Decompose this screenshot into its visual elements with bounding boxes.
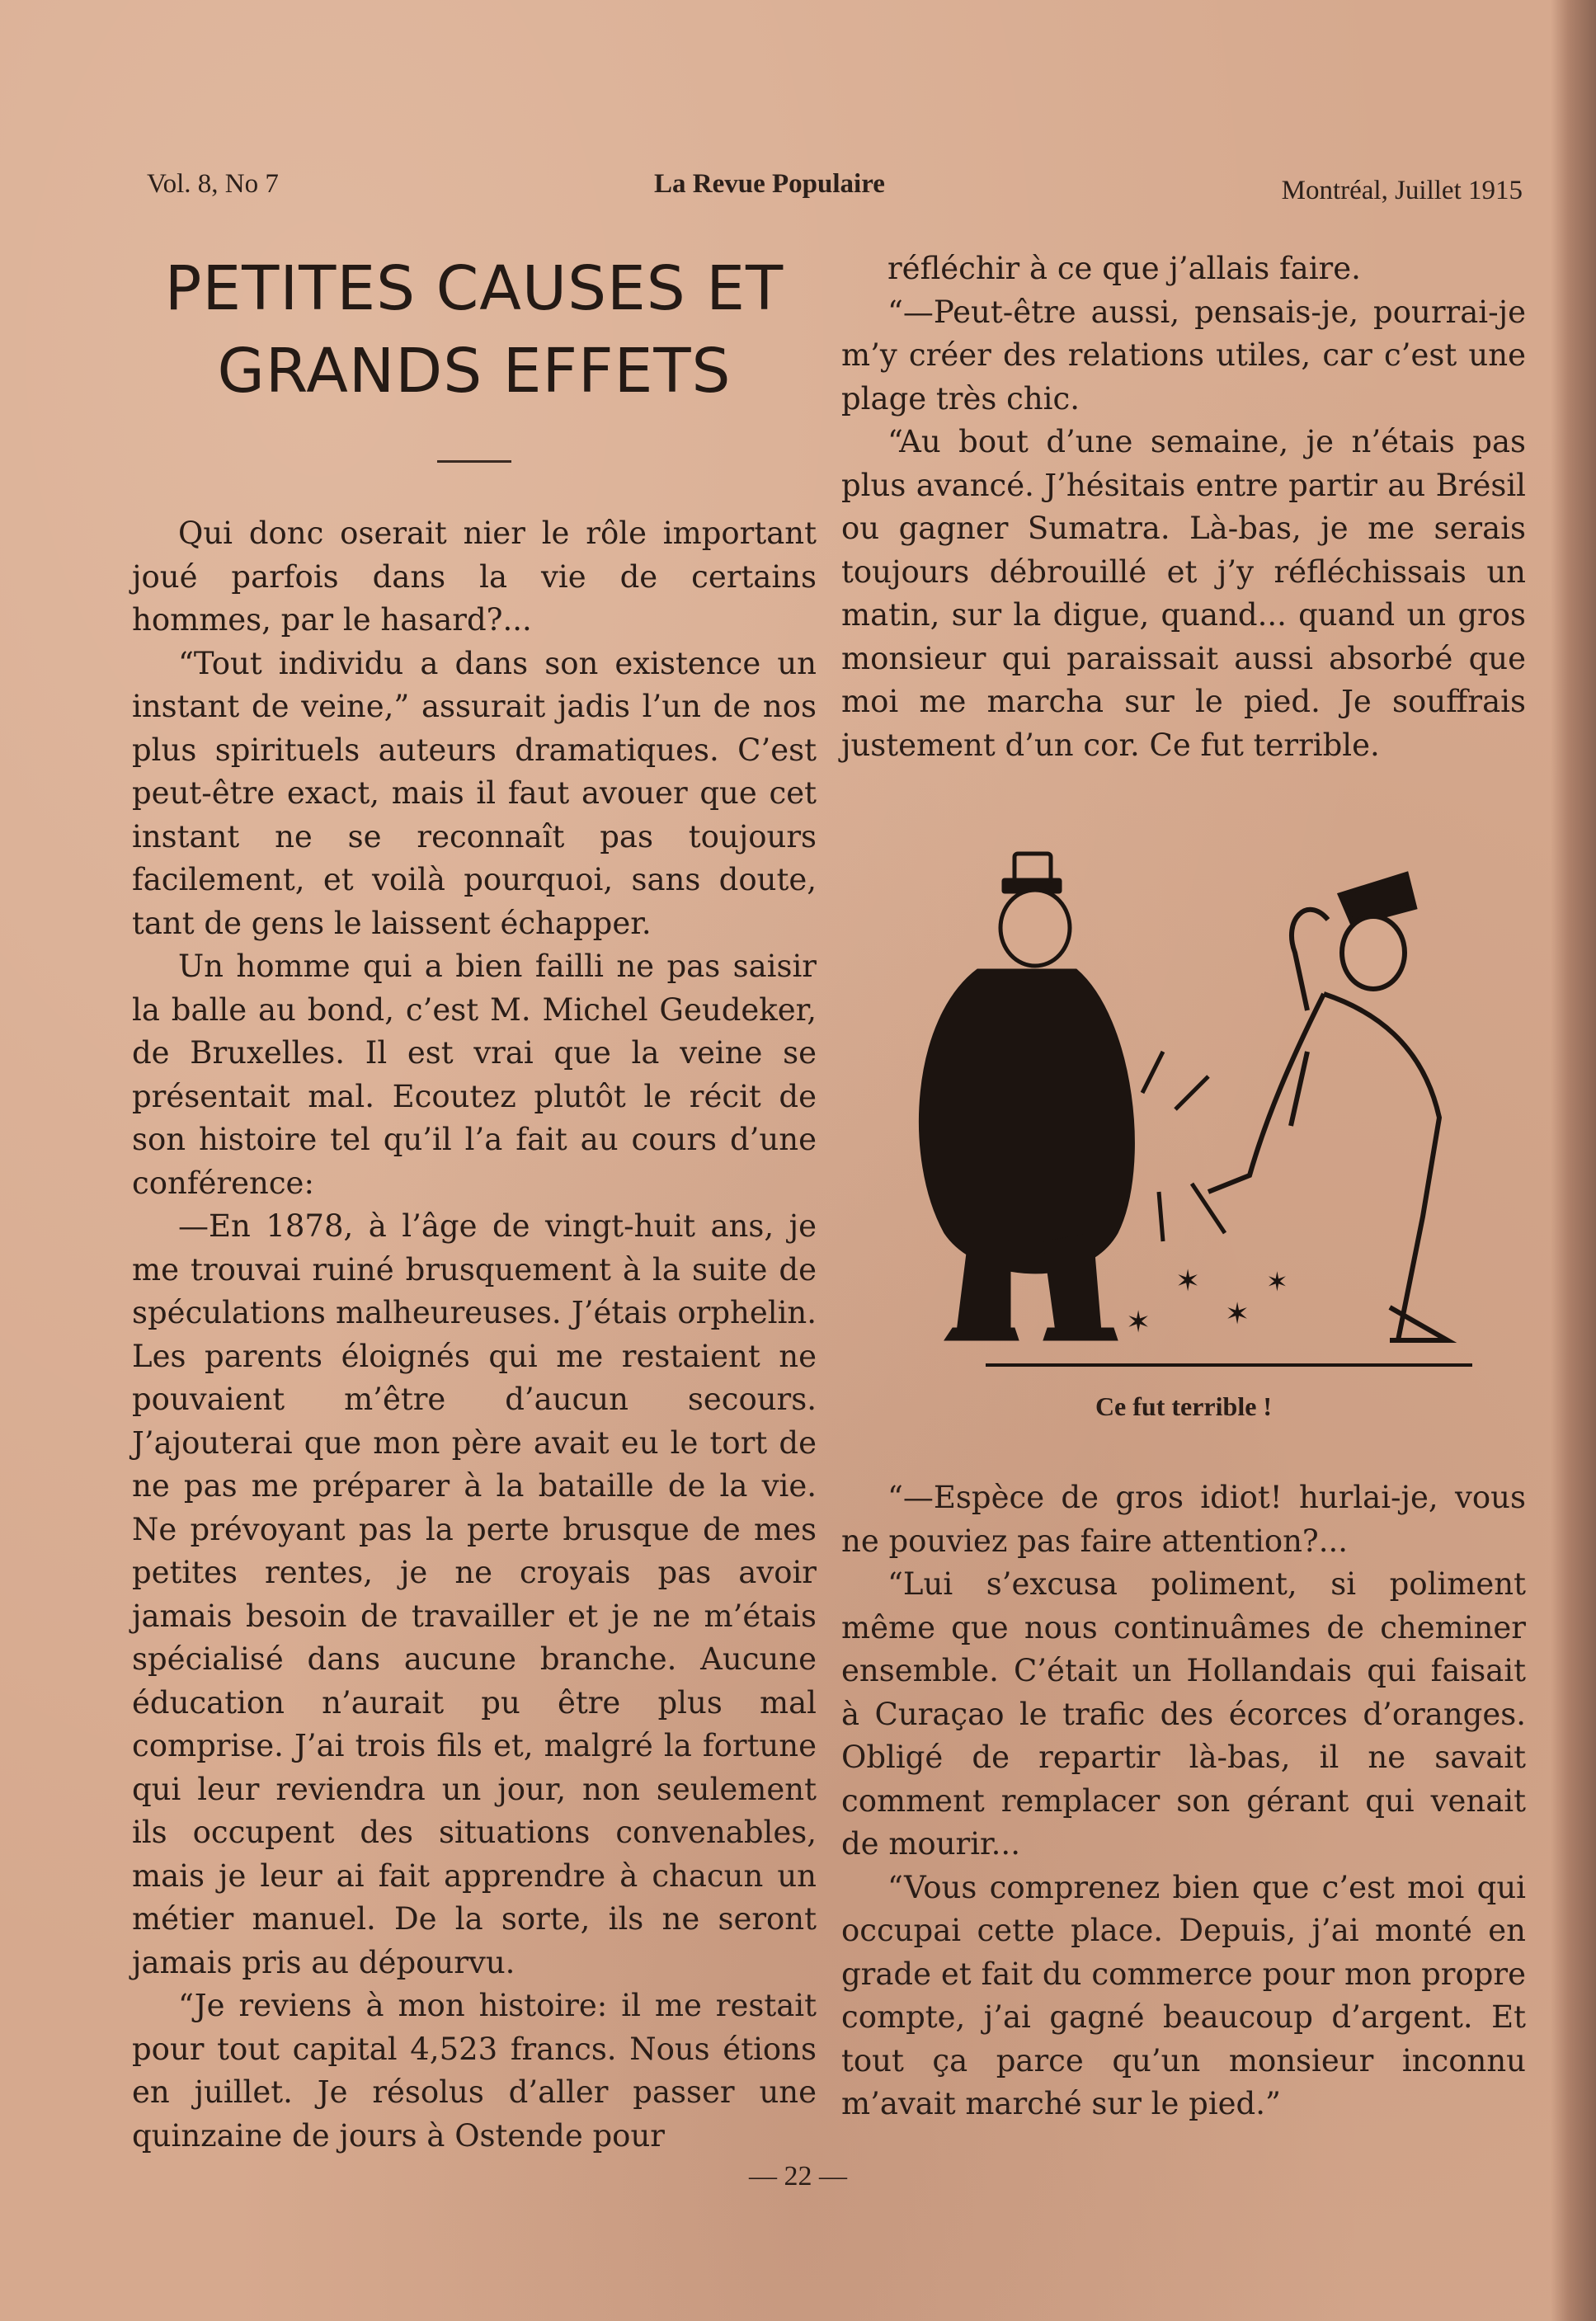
page-number: — 22 — [749,2161,847,2192]
title-line-2: GRANDS EFFETS [217,336,732,407]
left-column [132,247,817,2158]
paragraph: “Lui s’excusa poliment, si poliment même que nous continuâmes de cheminer ensemble. C’était un Hollandais qui faisait à Curaçao le trafic des écorces d’oranges. Obligé de repartir là-bas, il ne savait comment remplacer son gérant qui venait de mourir... [841,1566,1526,1862]
svg-text:✶: ✶ [1266,1266,1288,1297]
paragraph: Un homme qui a bien failli ne pas saisir la balle au bond, c’est M. Michel Geudeker, de Bruxelles. Il est vrai que la veine se présentait mal. Ecoutez plutôt le récit de son histoire tel qu’il l’a fait au cours d’une conférence: [132,949,817,1201]
impact-marks [1118,1052,1288,1339]
magazine-title: La Revue Populaire [654,169,885,199]
paragraph: “Vous comprenez bien que c’est moi qui occupai cette place. Depuis, j’ai monté en grade et fait du commerce pour mon propre compte, j’ai gagné beaucoup d’argent. Et tout ça parce qu’un monsieur inconnu m’avait marché sur le pied.” [841,1869,1526,2121]
article-title [132,247,817,412]
volume-number: Vol. 8, No 7 [147,169,279,199]
title-divider [437,460,511,463]
cartoon-illustration [878,845,1489,1373]
right-column [841,247,1526,2126]
running-header [147,169,1523,219]
svg-text:✶: ✶ [1225,1297,1250,1331]
paragraph: “—Peut-être aussi, pensais-je, pourrai-je m’y créer des relations utiles, car c’est une plage très chic. [841,294,1526,417]
page-edge-shadow [1551,0,1596,2321]
paragraph: réfléchir à ce que j’allais faire. [887,251,1361,286]
svg-text:✶: ✶ [1126,1306,1151,1339]
title-line-1: PETITES CAUSES ET [164,253,784,324]
place-date: Montréal, Juillet 1915 [1281,176,1523,205]
paragraph: Qui donc oserait nier le rôle important joué parfois dans la vie de certains hommes, par le hasard?... [132,516,817,638]
illustration-caption: Ce fut terrible ! [1095,1391,1273,1421]
thin-man-figure [1208,874,1448,1340]
svg-text:✶: ✶ [1175,1264,1201,1298]
paragraph: “Au bout d’une semaine, je n’étais pas plus avancé. J’hésitais entre partir au Brésil ou gagner Sumatra. Là-bas, je me serais toujours débrouillé et j’y réfléchissais un matin, sur la digue, quand... quand un gros monsieur qui paraissait aussi absorbé que moi me marcha sur le pied. Je souffrais justement d’un cor. Ce fut terrible. [841,424,1526,763]
paragraph: “Je reviens à mon histoire: il me restait pour tout capital 4,523 francs. Nous étions en juillet. Je résolus d’aller passer une quinzaine de jours à Ostende pour [132,1988,817,2154]
paragraph: —En 1878, à l’âge de vingt-huit ans, je me trouvai ruiné brusquement à la suite de spéculations malheureuses. J’étais orphelin. Les parents éloignés qui me restaient ne pouvaient m’être d’aucun secours. J’ajouterai que mon père avait eu le tort de ne pas me préparer à la bataille de la vie. Ne prévoyant pas la perte brusque de mes petites rentes, je ne croyais pas avoir jamais besoin de travailler et je ne m’étais spécialisé dans aucune branche. Aucune éducation n’aurait pu être plus mal comprise. J’ai trois fils et, malgré la fortune qui leur reviendra un jour, non seulement ils occupent des situations convenables, mais je leur ai fait apprendre à chacun un métier manuel. De la sorte, ils ne seront jamais pris au dépourvu. [132,1208,817,1980]
fat-man-figure [919,854,1134,1340]
paragraph: “—Espèce de gros idiot! hurlai-je, vous ne pouviez pas faire attention?... [841,1480,1526,1559]
paragraph: “Tout individu a dans son existence un instant de veine,” assurait jadis l’un de nos plus spirituels auteurs dramatiques. C’est peut-être exact, mais il faut avouer que cet instant ne se reconnaît pas toujours facilement, et voilà pourquoi, sans doute, tant de gens le laissent échapper. [132,645,817,941]
